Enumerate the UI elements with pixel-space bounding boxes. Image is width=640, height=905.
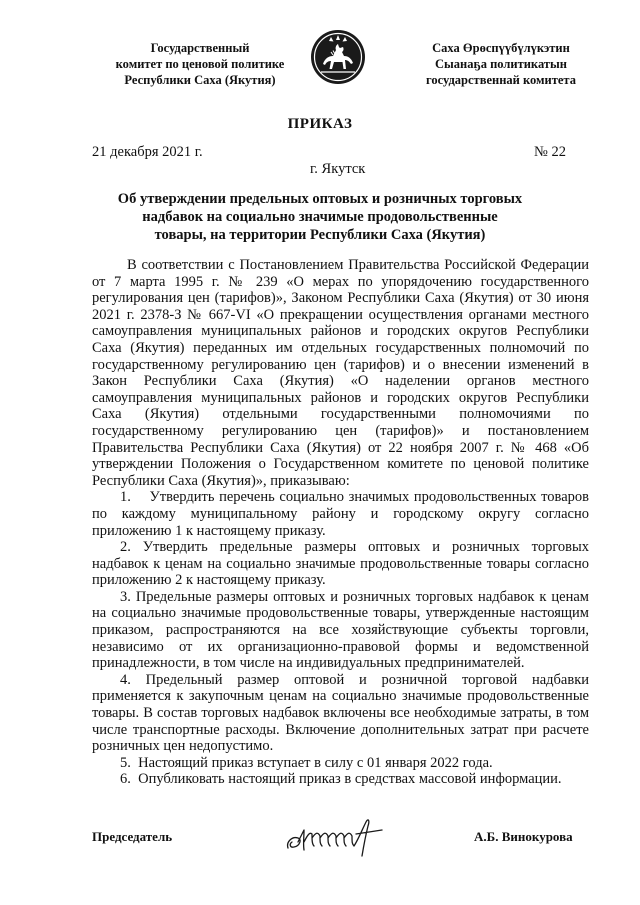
order-item-5: 5. Настоящий приказ вступает в силу с 01 января 2022 года. [120,754,493,771]
preamble-paragraph: В соответствии с Постановлением Правительства Российской Федерации от 7 марта 1995 г. № 239 «О мерах по упорядочению государственного регулирования цен (тарифов)», Законом Республики Саха (Якутия) от 30 июня 2021 г. 2378-З № 667-VI «О прекращении осуществления органами местного самоуправления муниципальных районов и городских округов Республики Саха (Якутия) переданных им отдельных государственных полномочий по государственному регулированию цен (тарифов) и о внесении изменений в Закон Республики Саха (Якутия) «О наделении органов местного самоуправления муниципальных районов и городских округов Республики Саха (Якутия) отдельными государственными полномочиями по государственному регулированию цен (тарифов)» и постановлением Правительства Республики Саха (Якутия) от 22 ноября 2007 г. № 468 «Об утверждении Положения о Государственном комитете по ценовой политике Республики Саха (Якутия)», приказываю: [92,257,589,489]
signatory-name: А.Б. Винокурова [474,829,573,844]
subject-line: надбавок на социально значимые продовольственные [142,209,498,225]
order-item-6: 6. Опубликовать настоящий приказ в средствах массовой информации. [120,771,562,788]
document-date: 21 декабря 2021 г. [92,144,203,160]
document-body [92,257,589,788]
order-item-4: 4. Предельный размер оптовой и розничной торговой надбавки применяется к закупочным ценам на социально значимые продовольственные товары. В состав торговых надбавок включены все необходимые затраты, в том числе транспортные расходы. Включение дополнительных затрат при расчете розничных цен недопустимо. [92,671,589,755]
order-item-3: 3. Предельные размеры оптовых и розничных торговых надбавок к ценам на социально значимые продовольственные товары, утвержденные настоящим приказом, распространяются на все хозяйствующие субъекты торговли, независимо от их организационно-правовой формы и ведомственной принадлежности, в том числе на индивидуальных предпринимателей. [92,588,589,672]
document-subject [100,190,540,244]
header-left-line: Республики Саха (Якутия) [124,73,276,87]
document-city: г. Якутск [310,161,366,177]
handwritten-signature [282,812,392,860]
header-right-line: Сыанаҕа политикатын [435,57,567,71]
header-right [396,40,606,88]
subject-line: товары, на территории Республики Саха (Якутия) [154,227,486,243]
document-number: № 22 [534,144,566,160]
header-right-line: государственнай комитета [426,73,576,87]
header-left-line: Государственный [150,41,250,55]
order-item-1: 1. Утвердить перечень социально значимых продовольственных товаров по каждому муниципальному району и городскому округу согласно приложению 1 к настоящему приказу. [92,489,589,539]
subject-line: Об утверждении предельных оптовых и розничных торговых [117,191,523,207]
header-left [95,40,305,88]
signatory-position: Председатель [92,829,173,844]
document-title: ПРИКАЗ [287,116,353,132]
coat-of-arms-emblem [309,28,367,86]
order-item-2: 2. Утвердить предельные размеры оптовых и розничных торговых надбавок к ценам на социально значимые продовольственные товары согласно приложению 2 к настоящему приказу. [92,539,589,589]
header-left-line: комитет по ценовой политике [115,57,285,71]
header-right-line: Саха Өрөспүүбүлүкэтин [432,41,570,55]
